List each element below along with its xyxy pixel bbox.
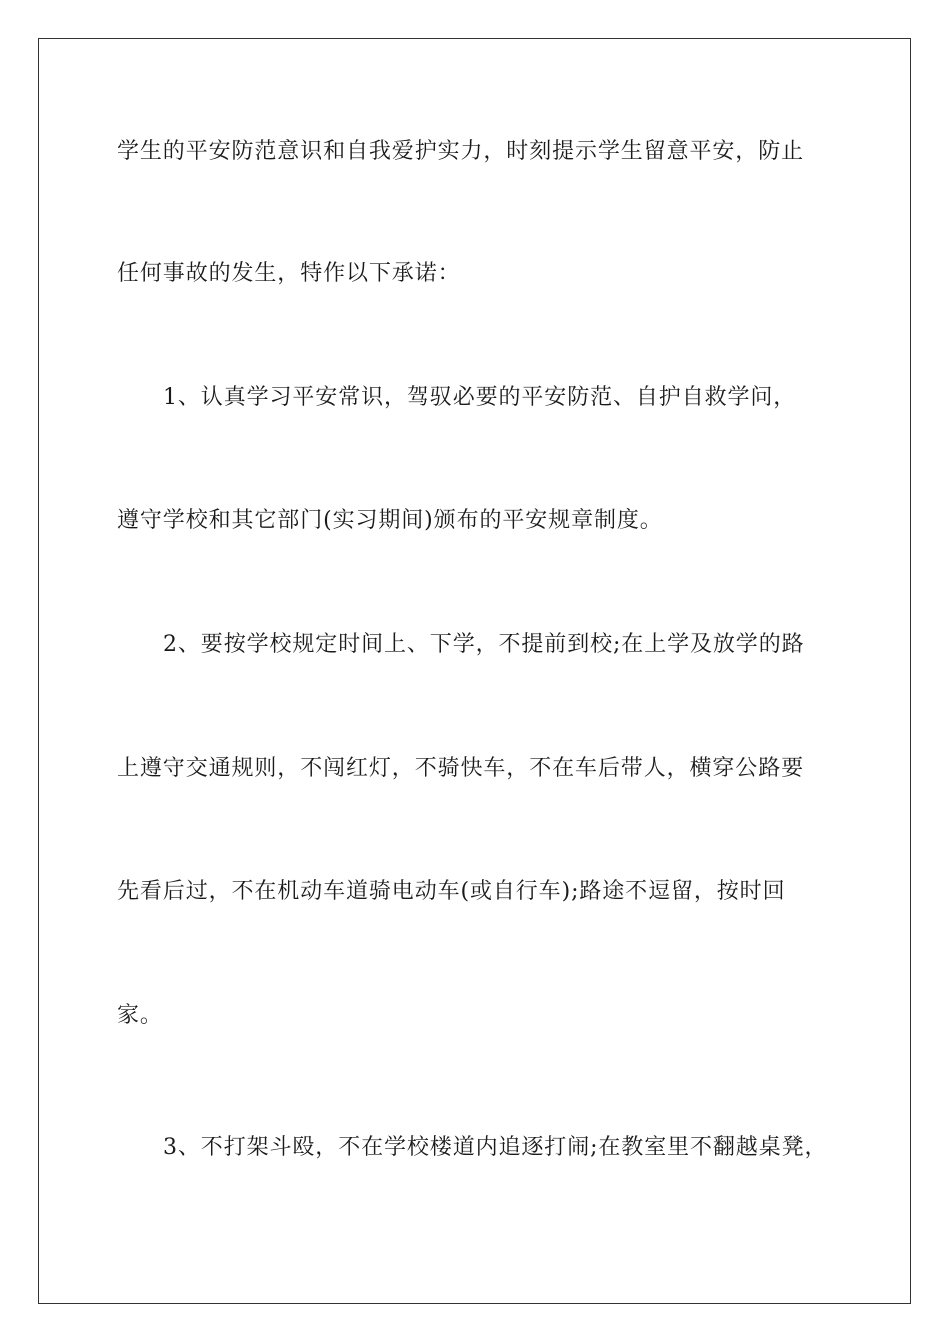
body-text-line-1: 学生的平安防范意识和自我爱护实力，时刻提示学生留意平安，防止	[117, 139, 805, 164]
body-text-line-8: 家。	[117, 1003, 163, 1028]
body-text-line-9: 3、不打架斗殴，不在学校楼道内追逐打闹;在教室里不翻越桌凳，	[163, 1135, 828, 1160]
body-text-line-7: 先看后过，不在机动车道骑电动车(或自行车);路途不逗留，按时回	[117, 879, 786, 904]
body-text-line-5: 2、要按学校规定时间上、下学，不提前到校;在上学及放学的路	[163, 632, 805, 657]
page-border	[38, 38, 911, 1304]
body-text-line-4: 遵守学校和其它部门(实习期间)颁布的平安规章制度。	[117, 508, 663, 533]
body-text-line-3: 1、认真学习平安常识，驾驭必要的平安防范、自护自救学问，	[163, 385, 797, 410]
body-text-line-2: 任何事故的发生，特作以下承诺：	[117, 261, 461, 286]
body-text-line-6: 上遵守交通规则，不闯红灯，不骑快车，不在车后带人，横穿公路要	[117, 756, 805, 781]
